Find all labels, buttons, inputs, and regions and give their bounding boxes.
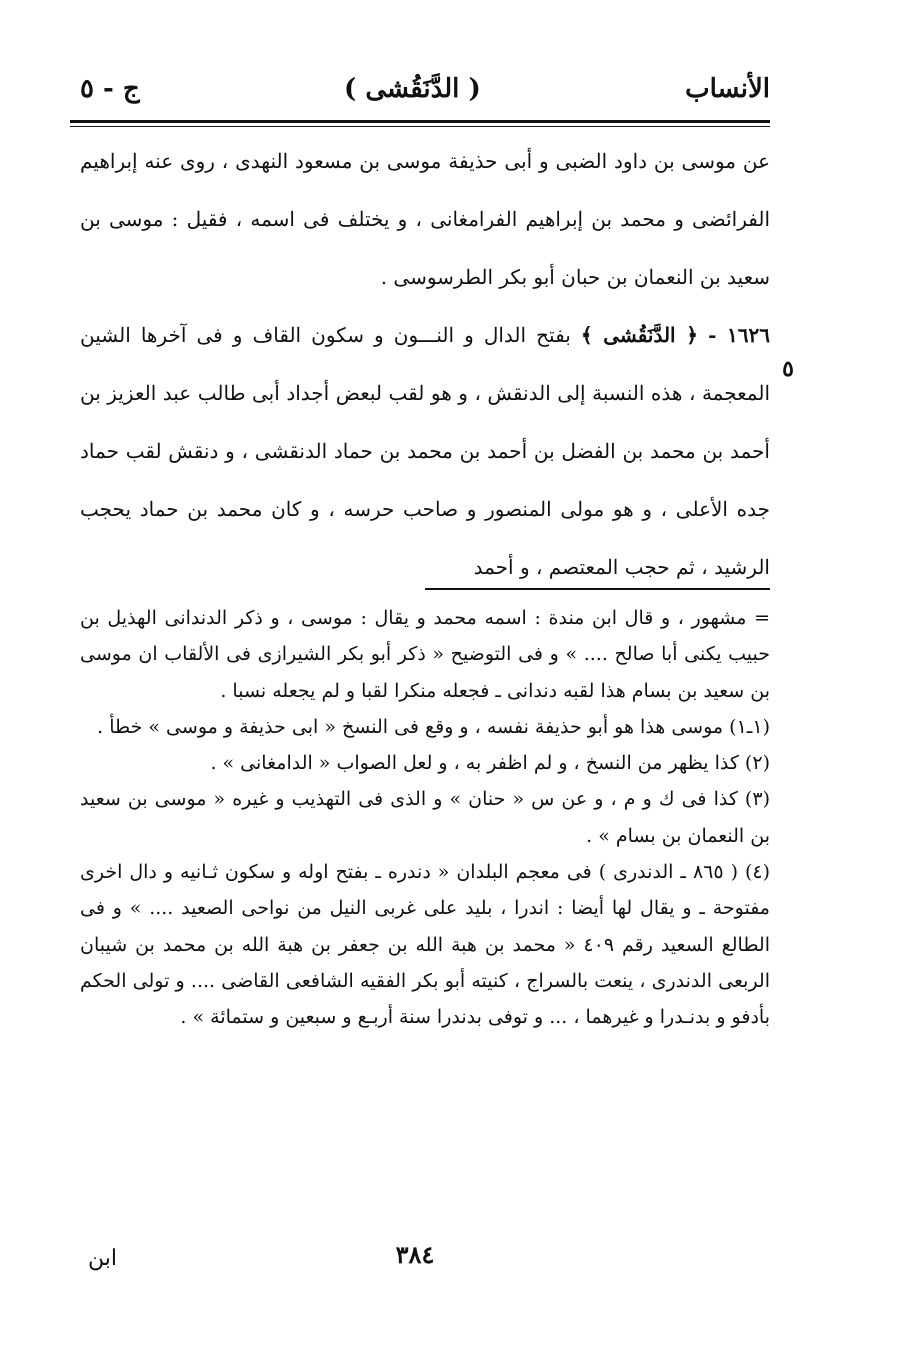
footnote-1: (١ـ١) موسى هذا هو أبو حذيفة نفسه ، و وقع فى النسخ « ابى حذيفة و موسى » خطأ . [97,715,770,738]
book-title: الأنساب [685,74,770,104]
header-rule-thick [70,120,770,123]
footnote-3: (٣) كذا فى ك و م ، و عن س « حنان » و الذى فى التهذيب و غيره « موسى بن سعيد بن النعمان بن بسام » . [80,788,770,847]
footnote-2: (٢) كذا يظهر من النسخ ، و لم اظفر به ، و لعل الصواب « الدامغانى » . [210,752,770,775]
main-paragraph-1: عن موسى بن داود الضبى و أبى حذيفة موسى بن مسعود النهدى ، روى عنه إبراهيم الفرائضى و محمد بن إبراهيم الفرامغانى ، و يختلف فى اسمه ، فقيل : موسى بن سعيد بن النعمان بن حبان أبو بكر الطرسوسى . [80,149,770,289]
entry-body: بفتح الدال و النـــون و سكون القاف و فى آخرها الشين المعجمة ، هذه النسبة إلى الدنقش ، و هو لقب لبعض أجداد أبى طالب عبد العزيز بن أحمد بن محمد بن الفضل بن أحمد بن محمد بن حماد الدنقشى ، و دنقش لقب حماد جده الأعلى ، و هو مولى المنصور و صاحب حرسه ، و كان محمد بن حماد يحجب الرشيد ، ثم حجب المعتصم ، و أحمد [80,323,770,579]
footnote-separator [425,588,770,590]
margin-line-number: ٥ [782,356,794,382]
footnotes [80,600,770,1036]
volume-label: ج - ٥ [80,74,140,104]
header-entry-word: ( الدَّنَقُشى ) [344,74,481,104]
entry-number: ١٦٢٦ - [708,323,771,347]
footnote-4: (٤) ( ٨٦٥ ـ الدندرى ) فى معجم البلدان « دندره ـ بفتح اوله و سكون ثـانيه و دال اخرى مفتوحة ـ و يقال لها أيضا : اندرا ، بليد على غربى النيل من نواحى الصعيد .... » و فى الطالع السعيد رقم ٤٠٩ « محمد بن هبة الله بن جعفر بن هبة الله بن محمد بن شيبان الربعى الدندرى ، ينعت بالسراج ، كنيته أبو بكر الفقيه الشافعى القاضى .... و تولى الحكم بأدفو و بدنـدرا و غيرهما ، ... و توفى بدندرا سنة أربـع و سبعين و ستمائة » . [80,861,770,1029]
entry-heading: ﴿ الدَّنَقُشى ﴾ [580,323,698,347]
footnote-continuation: = مشهور ، و قال ابن مندة : اسمه محمد و يقال : موسى ، و ذكر الدندانى الهذيل بن حبيب يكنى أبا صالح .... » و فى التوضيح « ذكر أبو بكر الشيرازى فى الألقاب ان موسى بن سعيد بن بسام هذا لقبه دندانى ـ فجعله منكرا لقبا و لم يجعله نسبا . [80,607,770,702]
page-header [80,64,770,114]
entry-1626 [80,306,770,596]
main-text [80,132,770,596]
page-number: ٣٨٤ [395,1240,435,1269]
header-rule-thin [70,126,770,127]
catchword: ابن [88,1246,117,1271]
